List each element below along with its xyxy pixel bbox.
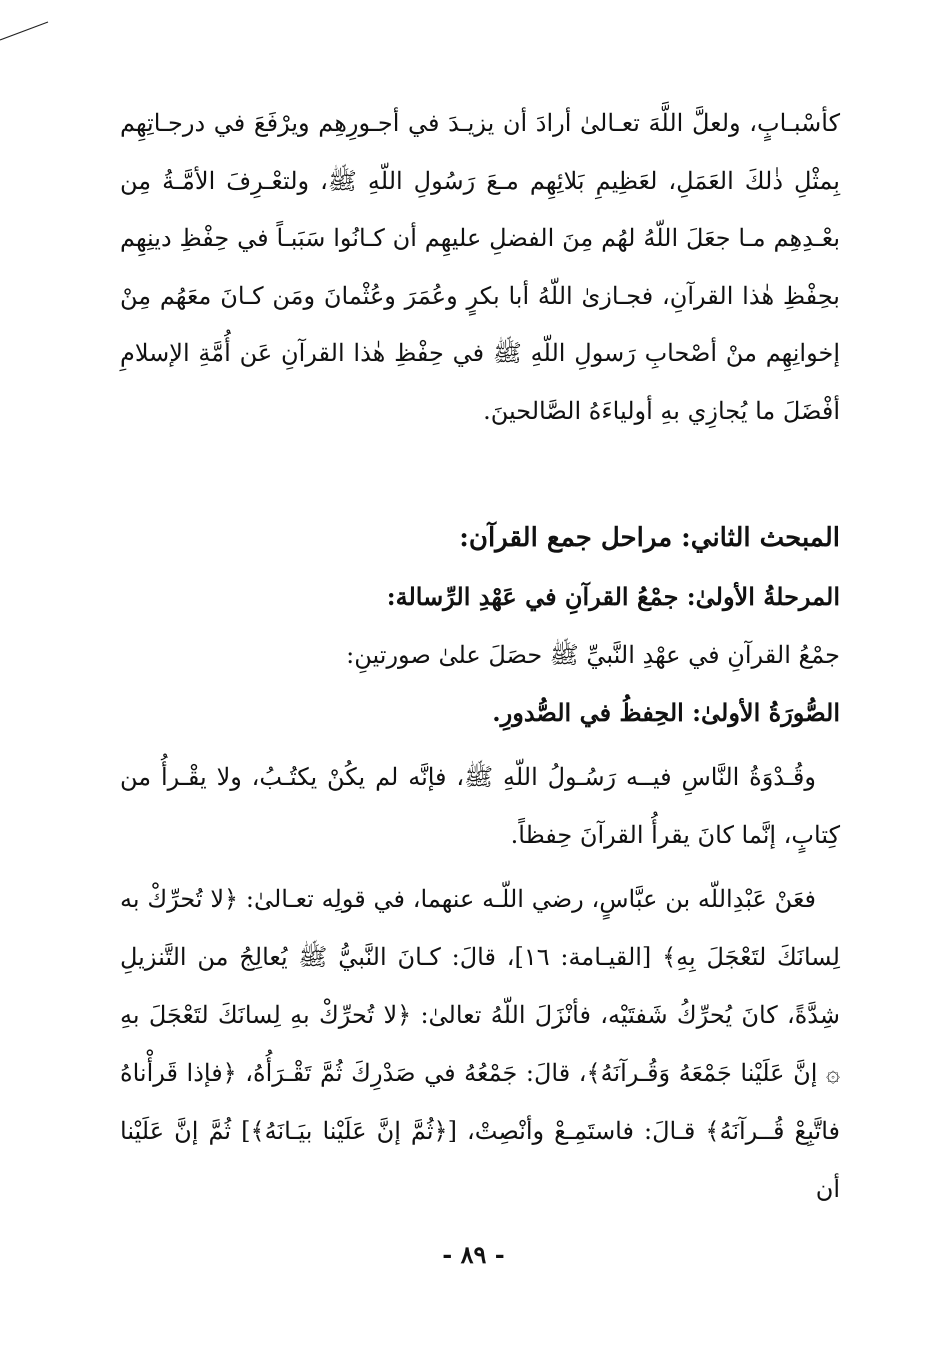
scan-corner-mark — [0, 0, 60, 50]
paragraph-two: وقُـدْوَةُ النَّاسِ فيــه رَسُـولُ اللّهِ ﷺ، فإنَّه لم يكُنْ يكتُـبُ، ولا يقْـرأُ من كِتابٍ، إنَّما كانَ يقرأُ القرآنَ حِفظاً. — [120, 763, 840, 849]
intro-line: جمْعُ القرآنِ في عهْدِ النَّبيِّ ﷺ حصَلَ علىٰ صورتينِ: — [346, 641, 840, 669]
section-gap — [120, 440, 840, 508]
opening-paragraph: كأسْبـابٍ، ولعلَّ اللَّهَ تعـالىٰ أرادَ أن يزيـدَ في أجـورِهِم ويرْفَعَ في درجـاتِهِم بِمثْلِ ذٰلكَ العَمَلِ، لعَظِيمِ بَلائِهِم مـعَ رَسُولِ اللّهِ ﷺ، ولتعْـرِفَ الأمَّـةُ مِن بعْـدِهِم مـا جعَلَ اللّهُ لهُم مِنَ الفضلِ عليهِم أن كـانُوا سَبَبـاً في حِفْظِ دينِهِم بحِفْظِ هٰذا القرآنِ، فجـازىٰ اللّهُ أبا بكرٍ وعُمَرَ وعُثْمانَ ومَن كـانَ معَهُم مِنْ إخوانِهِم منْ أصْحابِ رَسولِ اللّهِ ﷺ في حِفْظِ هٰذا القرآنِ عَن أُمَّةِ الإسلامِ أفْضَلَ ما يُجازِي بهِ أولياءَهُ الصَّالحينَ. — [120, 109, 840, 425]
form-heading: الصُّورَةُ الأولىٰ: الحِفظُ في الصُّدورِ. — [492, 698, 840, 727]
section-title: المبحث الثاني: مراحل جمع القرآن: — [459, 523, 840, 553]
document-page — [120, 95, 840, 1218]
stage-heading: المرحلةُ الأولىٰ: جمْعُ القرآنِ في عَهْدِ الرِّسالة: — [386, 582, 840, 611]
paragraph-three: فعَنْ عَبْدِاللّه بن عبَّاسٍ، رضي اللّـه عنهما، في قولِه تعـالىٰ: ﴿لا تُحرِّكْ به لِسانَكَ لتَعْجَلَ بِهِ﴾ [القيـامة: ١٦]، قالَ: كـانَ النَّبيُّ ﷺ يُعالِجُ من التَّنزيلِ شِدَّةً، كانَ يُحرِّكُ شَفتَيْه، فأنْزَلَ اللّهُ تعالىٰ: ﴿لا تُحرِّكْ بهِ لِسانَكَ لتَعْجَلَ بهِ ۞ إنَّ عَلَيْنا جَمْعَهُ وَقُـرآنَهُ﴾، قالَ: جَمْعُهُ في صَدْرِكَ ثُمَّ تَقْـرَأُهُ، ﴿فإذا قَرأْناهُ فاتَّبِعْ قُــرآنَهُ﴾ قـالَ: فاستَمِـعْ وأنْصِتْ، [﴿ثُمَّ إنَّ عَلَيْنا بيَـانَهُ﴾] ثُمَّ إنَّ عَلَيْنا أن — [120, 885, 840, 1203]
page-number: - ٨٩ - — [442, 1240, 505, 1269]
